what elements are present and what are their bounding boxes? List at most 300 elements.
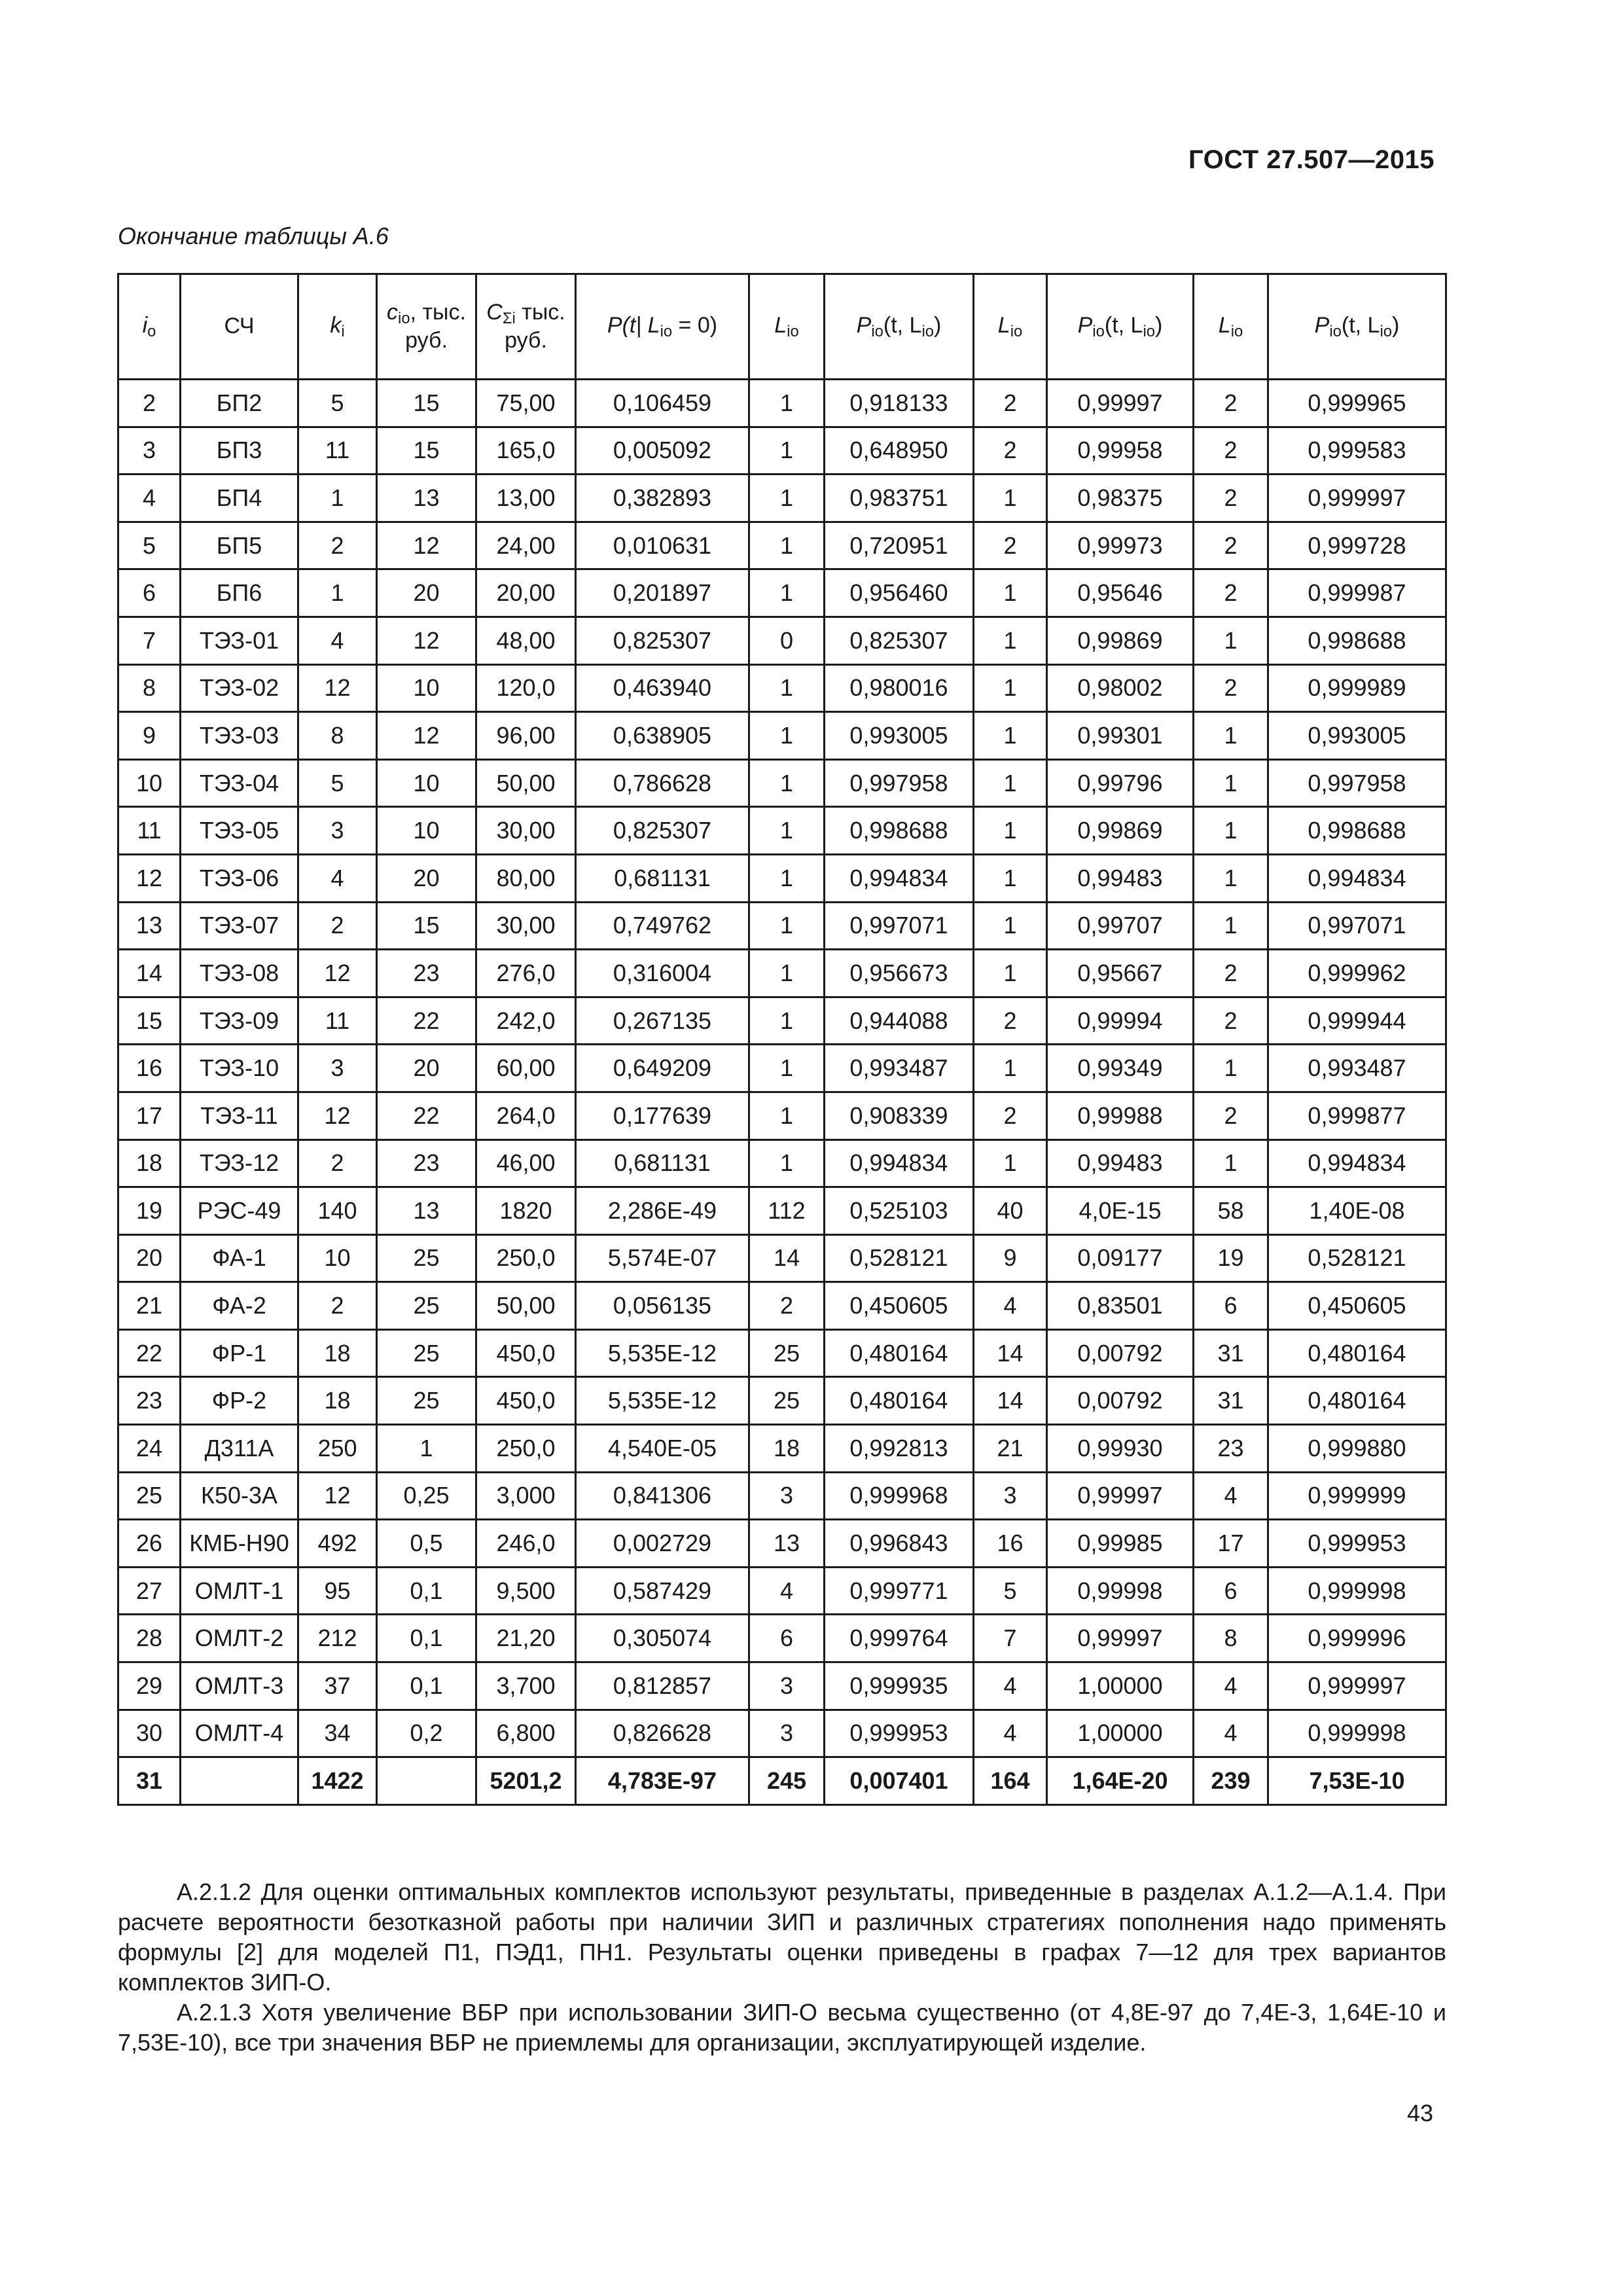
table-cell: 250,0 <box>476 1425 576 1473</box>
table-cell: 15 <box>377 427 476 475</box>
table-cell: 24,00 <box>476 522 576 569</box>
table-cell: 0,99796 <box>1047 759 1194 807</box>
table-cell: 21 <box>118 1282 181 1330</box>
table-cell: 21 <box>974 1425 1047 1473</box>
table-cell: 25 <box>118 1472 181 1520</box>
table-cell: 3 <box>749 1662 825 1710</box>
table-cell: 10 <box>298 1234 377 1282</box>
table-cell: 3 <box>118 427 181 475</box>
table-cell: 0,007401 <box>825 1757 974 1805</box>
column-header-11: $L_{io}$ <box>1194 274 1268 380</box>
table-cell: 12 <box>377 522 476 569</box>
table-cell: 0,956460 <box>825 569 974 617</box>
table-cell: 0,177639 <box>576 1092 749 1139</box>
table-cell: 0,005092 <box>576 427 749 475</box>
table-cell: БП2 <box>181 380 298 427</box>
table-cell: 16 <box>118 1045 181 1092</box>
table-cell: 4 <box>749 1567 825 1615</box>
table-cell: 0,528121 <box>825 1234 974 1282</box>
table-cell: 1 <box>974 475 1047 522</box>
table-cell: 1 <box>1194 759 1268 807</box>
table-cell: 9 <box>118 712 181 760</box>
table-row <box>118 1472 1446 1520</box>
table-cell: 26 <box>118 1520 181 1568</box>
table-cell: 0,010631 <box>576 522 749 569</box>
table-cell: ТЭЗ-05 <box>181 807 298 855</box>
table-cell: 0,994834 <box>1268 1139 1446 1187</box>
table-cell: 0,99973 <box>1047 522 1194 569</box>
table-cell: 0,994834 <box>825 1139 974 1187</box>
table-cell: 4 <box>118 475 181 522</box>
table-cell: 0,997071 <box>1268 902 1446 950</box>
table-cell: 9,500 <box>476 1567 576 1615</box>
table-cell: 2 <box>298 522 377 569</box>
table-row <box>118 569 1446 617</box>
table-cell: 1 <box>1194 617 1268 664</box>
table-cell: 5 <box>298 380 377 427</box>
table-cell: 5 <box>298 759 377 807</box>
table-cell: РЭС-49 <box>181 1187 298 1235</box>
table-cell: 12 <box>298 950 377 997</box>
table-cell: ТЭЗ-10 <box>181 1045 298 1092</box>
table-cell: 19 <box>118 1187 181 1235</box>
table-cell: 0,996843 <box>825 1520 974 1568</box>
table-row <box>118 1329 1446 1377</box>
table-cell: 30,00 <box>476 807 576 855</box>
table-cell: ТЭЗ-06 <box>181 854 298 902</box>
column-header-9: $L_{io}$ <box>974 274 1047 380</box>
table-cell: 0,99997 <box>1047 380 1194 427</box>
table-cell: 0,826628 <box>576 1710 749 1757</box>
table-cell: 450,0 <box>476 1377 576 1425</box>
table-cell: 0,997958 <box>1268 759 1446 807</box>
table-cell: 1 <box>749 902 825 950</box>
table-row <box>118 1710 1446 1757</box>
table-cell: 2 <box>974 997 1047 1045</box>
table-cell: 2 <box>298 902 377 950</box>
table-cell: 0,999771 <box>825 1567 974 1615</box>
table-cell: 8 <box>118 664 181 712</box>
table-cell: 50,00 <box>476 1282 576 1330</box>
table-cell: 3 <box>974 1472 1047 1520</box>
table-cell: 12 <box>377 712 476 760</box>
table-cell: 6 <box>118 569 181 617</box>
table-cell: 2 <box>1194 997 1268 1045</box>
table-cell: 13 <box>118 902 181 950</box>
table-cell: 0,267135 <box>576 997 749 1045</box>
table-cell: 2 <box>1194 380 1268 427</box>
table-row <box>118 664 1446 712</box>
table-cell: 6 <box>749 1615 825 1662</box>
table-cell: 1 <box>749 569 825 617</box>
table-cell: 16 <box>974 1520 1047 1568</box>
table-cell: БП5 <box>181 522 298 569</box>
table-cell: 0,99349 <box>1047 1045 1194 1092</box>
table-cell: 0,316004 <box>576 950 749 997</box>
table-cell: 0,999764 <box>825 1615 974 1662</box>
table-cell: 3,000 <box>476 1472 576 1520</box>
table-cell: 58 <box>1194 1187 1268 1235</box>
table-cell: ТЭЗ-02 <box>181 664 298 712</box>
table-row <box>118 1139 1446 1187</box>
table-row <box>118 617 1446 664</box>
table-row <box>118 1187 1446 1235</box>
table-cell: 1,64E-20 <box>1047 1757 1194 1805</box>
page-number: 43 <box>1406 2100 1433 2126</box>
table-cell: 3 <box>749 1472 825 1520</box>
table-cell: ТЭЗ-01 <box>181 617 298 664</box>
table-cell: 4,540E-05 <box>576 1425 749 1473</box>
table-cell: 0,480164 <box>825 1377 974 1425</box>
table-cell: 0,587429 <box>576 1567 749 1615</box>
table-cell: 0,825307 <box>825 617 974 664</box>
table-cell: 264,0 <box>476 1092 576 1139</box>
table-cell: 1 <box>298 569 377 617</box>
table-cell: 0,648950 <box>825 427 974 475</box>
column-header-7: $L_{io}$ <box>749 274 825 380</box>
table-cell: 0,95646 <box>1047 569 1194 617</box>
table-cell: 1 <box>749 712 825 760</box>
table-cell: 4 <box>1194 1710 1268 1757</box>
table-cell: 2 <box>974 1092 1047 1139</box>
table-cell: 0,944088 <box>825 997 974 1045</box>
table-cell: 0,480164 <box>1268 1329 1446 1377</box>
table-cell: 0,993487 <box>825 1045 974 1092</box>
table-cell: 1 <box>749 380 825 427</box>
table-cell: 0,99483 <box>1047 1139 1194 1187</box>
table-cell: 30,00 <box>476 902 576 950</box>
header-row <box>118 274 1446 380</box>
table-cell: 0,99985 <box>1047 1520 1194 1568</box>
table-cell: 95 <box>298 1567 377 1615</box>
table-cell: 13 <box>377 475 476 522</box>
table-cell: 1422 <box>298 1757 377 1805</box>
table-cell: 1 <box>974 664 1047 712</box>
table-cell: 0,749762 <box>576 902 749 950</box>
table-cell: БП6 <box>181 569 298 617</box>
column-header-6: P(t| $L_{io} = 0$) <box>576 274 749 380</box>
table-cell: ФА-2 <box>181 1282 298 1330</box>
table-cell: 12 <box>298 1092 377 1139</box>
table-cell: 25 <box>377 1234 476 1282</box>
table-cell: 0,382893 <box>576 475 749 522</box>
table-cell: 2,286E-49 <box>576 1187 749 1235</box>
column-header-8: $P_{io}(t$, $L_{io}$) <box>825 274 974 380</box>
table-cell: ФА-1 <box>181 1234 298 1282</box>
table-cell: 0,999583 <box>1268 427 1446 475</box>
table-cell: 3 <box>749 1710 825 1757</box>
table-cell: 1 <box>1194 1045 1268 1092</box>
table-cell: 0,106459 <box>576 380 749 427</box>
table-cell: ТЭЗ-08 <box>181 950 298 997</box>
table-cell: БП3 <box>181 427 298 475</box>
table-cell: 1,40E-08 <box>1268 1187 1446 1235</box>
table-cell: 0,99994 <box>1047 997 1194 1045</box>
table-cell: 0,993005 <box>1268 712 1446 760</box>
table-cell: 0,908339 <box>825 1092 974 1139</box>
table-cell: 0,994834 <box>825 854 974 902</box>
table-cell: 2 <box>1194 522 1268 569</box>
table-cell: 0,681131 <box>576 854 749 902</box>
table-cell: 48,00 <box>476 617 576 664</box>
table-cell: 120,0 <box>476 664 576 712</box>
table-cell: 10 <box>377 759 476 807</box>
table-cell: 12 <box>118 854 181 902</box>
table-cell: 4 <box>298 854 377 902</box>
table-cell: 0,983751 <box>825 475 974 522</box>
table-cell: 23 <box>377 950 476 997</box>
table-row <box>118 1092 1446 1139</box>
table-cell: 1,00000 <box>1047 1710 1194 1757</box>
table-cell: 23 <box>377 1139 476 1187</box>
table-cell: ТЭЗ-09 <box>181 997 298 1045</box>
table-cell: ТЭЗ-07 <box>181 902 298 950</box>
table-row <box>118 522 1446 569</box>
table-cell: 18 <box>298 1377 377 1425</box>
table-cell: 17 <box>118 1092 181 1139</box>
table-cell: 96,00 <box>476 712 576 760</box>
table-cell: 0,998688 <box>1268 807 1446 855</box>
table-cell: 250,0 <box>476 1234 576 1282</box>
table-cell: 0,999987 <box>1268 569 1446 617</box>
table-cell: 1 <box>974 1045 1047 1092</box>
table-cell: 23 <box>1194 1425 1268 1473</box>
table-cell: 11 <box>298 427 377 475</box>
table-cell: 3,700 <box>476 1662 576 1710</box>
table-cell: 1 <box>749 475 825 522</box>
table-cell: 2 <box>1194 950 1268 997</box>
table-cell: 8 <box>1194 1615 1268 1662</box>
table-cell: 28 <box>118 1615 181 1662</box>
table-cell: ТЭЗ-03 <box>181 712 298 760</box>
table-cell: ТЭЗ-04 <box>181 759 298 807</box>
document-standard-header: ГОСТ 27.507—2015 <box>1188 145 1435 174</box>
table-cell: К50-3А <box>181 1472 298 1520</box>
table-cell: 3 <box>298 807 377 855</box>
table-row <box>118 902 1446 950</box>
column-header-3: $k_i$ <box>298 274 377 380</box>
table-cell: 0,00792 <box>1047 1377 1194 1425</box>
table-cell: 0,999962 <box>1268 950 1446 997</box>
table-cell: 0,993487 <box>1268 1045 1446 1092</box>
table-cell: 0,999877 <box>1268 1092 1446 1139</box>
table-cell: 0,841306 <box>576 1472 749 1520</box>
table-row <box>118 1520 1446 1568</box>
table-cell: 164 <box>974 1757 1047 1805</box>
table-cell: 19 <box>1194 1234 1268 1282</box>
table-row <box>118 712 1446 760</box>
table-cell: 1 <box>1194 902 1268 950</box>
table-cell: 0,056135 <box>576 1282 749 1330</box>
table-cell: 4 <box>1194 1472 1268 1520</box>
table-cell: 0,999998 <box>1268 1567 1446 1615</box>
table-row <box>118 854 1446 902</box>
table-cell: 13 <box>749 1520 825 1568</box>
table-cell: 0,463940 <box>576 664 749 712</box>
table-cell: 75,00 <box>476 380 576 427</box>
table-cell: 4 <box>298 617 377 664</box>
table-cell: 0,305074 <box>576 1615 749 1662</box>
table-cell: 22 <box>118 1329 181 1377</box>
table-cell: 0,999997 <box>1268 475 1446 522</box>
table-cell: 1 <box>974 712 1047 760</box>
table-cell: 5 <box>118 522 181 569</box>
table-cell: 14 <box>974 1377 1047 1425</box>
table-cell: 0,918133 <box>825 380 974 427</box>
table-cell: 0,1 <box>377 1615 476 1662</box>
table-cell: 2 <box>974 427 1047 475</box>
table-cell: 15 <box>118 997 181 1045</box>
table-cell: 6 <box>1194 1282 1268 1330</box>
table-cell: 0,201897 <box>576 569 749 617</box>
table-cell: 1 <box>749 854 825 902</box>
table-cell: 1 <box>974 902 1047 950</box>
table-cell: 1820 <box>476 1187 576 1235</box>
table-cell: 31 <box>118 1757 181 1805</box>
table-cell: 0,997958 <box>825 759 974 807</box>
table-body <box>118 380 1446 1805</box>
paragraph-a212: А.2.1.2 Для оценки оптимальных комплектов используют результаты, приведенные в разделах А.1.2—А.1.4. При расчете вероятности безотказной работы при наличии ЗИП и различных стратегиях пополнения надо применять формулы [2] для моделей П1, ПЭД1, ПН1. Результаты оценки приведены в графах 7—12 для трех вариантов комплектов ЗИП-О. <box>118 1878 1446 1996</box>
column-header-1: $i_o$ <box>118 274 181 380</box>
table-cell: 0,999944 <box>1268 997 1446 1045</box>
table-cell: 18 <box>298 1329 377 1377</box>
table-cell: 1 <box>974 854 1047 902</box>
table-cell: 0,786628 <box>576 759 749 807</box>
table-cell: 0,993005 <box>825 712 974 760</box>
table-cell: 2 <box>118 380 181 427</box>
table-row <box>118 380 1446 427</box>
table-cell: ОМЛТ-1 <box>181 1567 298 1615</box>
table-cell: 0,720951 <box>825 522 974 569</box>
table-cell: 10 <box>118 759 181 807</box>
table-cell: 2 <box>749 1282 825 1330</box>
table-cell: 40 <box>974 1187 1047 1235</box>
table-cell: 242,0 <box>476 997 576 1045</box>
table-cell: 15 <box>377 380 476 427</box>
table-cell: 0,480164 <box>1268 1377 1446 1425</box>
data-table <box>117 273 1447 1806</box>
table-cell: 7,53E-10 <box>1268 1757 1446 1805</box>
table-cell: 1 <box>1194 712 1268 760</box>
table-cell: 0,999989 <box>1268 664 1446 712</box>
table-cell: 0,999999 <box>1268 1472 1446 1520</box>
table-cell: 1 <box>749 759 825 807</box>
table-cell: 6 <box>1194 1567 1268 1615</box>
table-cell: 0,638905 <box>576 712 749 760</box>
table-cell: 0,99869 <box>1047 617 1194 664</box>
table-cell: 4,783E-97 <box>576 1757 749 1805</box>
table-cell: 4 <box>974 1710 1047 1757</box>
table-cell: 25 <box>377 1377 476 1425</box>
table-cell: 2 <box>1194 664 1268 712</box>
table-cell: 1 <box>749 1045 825 1092</box>
table-row <box>118 1045 1446 1092</box>
table-row <box>118 997 1446 1045</box>
table-row <box>118 1662 1446 1710</box>
table-cell: БП4 <box>181 475 298 522</box>
table-cell: 1,00000 <box>1047 1662 1194 1710</box>
table-cell: 1 <box>749 1092 825 1139</box>
column-header-4: $c_{io}$, тыс. руб. <box>377 274 476 380</box>
table-cell: 0,09177 <box>1047 1234 1194 1282</box>
table-cell: 8 <box>298 712 377 760</box>
table-cell: 0,525103 <box>825 1187 974 1235</box>
table-cell: 1 <box>298 475 377 522</box>
table-cell: 5201,2 <box>476 1757 576 1805</box>
table-cell: 27 <box>118 1567 181 1615</box>
table-cell: 9 <box>974 1234 1047 1282</box>
table-cell: 46,00 <box>476 1139 576 1187</box>
table-cell: 31 <box>1194 1377 1268 1425</box>
table-row <box>118 1425 1446 1473</box>
table-cell: 1 <box>749 522 825 569</box>
column-header-5: $C_{\Sigma i}$ тыс. руб. <box>476 274 576 380</box>
table-cell: 7 <box>974 1615 1047 1662</box>
table-cell: 0,956673 <box>825 950 974 997</box>
table-cell: 12 <box>298 664 377 712</box>
table-cell: 50,00 <box>476 759 576 807</box>
table-cell: 14 <box>749 1234 825 1282</box>
table-cell: 0,99301 <box>1047 712 1194 760</box>
table-cell: 5 <box>974 1567 1047 1615</box>
table-cell: 0,98375 <box>1047 475 1194 522</box>
table-cell: 15 <box>377 902 476 950</box>
table-cell: 0,997071 <box>825 902 974 950</box>
table-cell: 0,999728 <box>1268 522 1446 569</box>
table-cell: Д311А <box>181 1425 298 1473</box>
table-cell: 0,994834 <box>1268 854 1446 902</box>
table-row <box>118 427 1446 475</box>
table-cell: 12 <box>377 617 476 664</box>
table-cell: 22 <box>377 1092 476 1139</box>
column-header-12: $P_{io}(t$, $L_{io}$) <box>1268 274 1446 380</box>
table-cell: 0,5 <box>377 1520 476 1568</box>
table-cell: 0,450605 <box>825 1282 974 1330</box>
table-cell: 0,99997 <box>1047 1472 1194 1520</box>
table-cell: 6,800 <box>476 1710 576 1757</box>
table-cell: 0,1 <box>377 1662 476 1710</box>
table-cell: 1 <box>377 1425 476 1473</box>
table-cell: 12 <box>298 1472 377 1520</box>
table-cell: 239 <box>1194 1757 1268 1805</box>
table-cell: 1 <box>974 950 1047 997</box>
table-cell: 140 <box>298 1187 377 1235</box>
table-cell: 34 <box>298 1710 377 1757</box>
table-cell: 212 <box>298 1615 377 1662</box>
table-cell: 11 <box>118 807 181 855</box>
table-cell: 2 <box>974 380 1047 427</box>
table-cell: 14 <box>118 950 181 997</box>
table-cell: 246,0 <box>476 1520 576 1568</box>
paragraph-a213: А.2.1.3 Хотя увеличение ВБР при использовании ЗИП-О весьма существенно (от 4,8Е-97 до 7,4Е-3, 1,64Е-10 и 7,53Е-10), все три значения ВБР не приемлемы для организации, эксплуатирующей изделие. <box>118 1999 1446 2056</box>
table-cell: 11 <box>298 997 377 1045</box>
table-cell: 24 <box>118 1425 181 1473</box>
table-cell: 0,992813 <box>825 1425 974 1473</box>
table-cell: 0,999998 <box>1268 1710 1446 1757</box>
table-cell: 0,681131 <box>576 1139 749 1187</box>
table-cell: 2 <box>974 522 1047 569</box>
table-cell: 0,649209 <box>576 1045 749 1092</box>
table-cell: 80,00 <box>476 854 576 902</box>
table-cell <box>377 1757 476 1805</box>
table-cell: 0,25 <box>377 1472 476 1520</box>
table-cell: 0,825307 <box>576 807 749 855</box>
table-cell: 0,999880 <box>1268 1425 1446 1473</box>
column-header-2: СЧ <box>181 274 298 380</box>
table-cell: 0,450605 <box>1268 1282 1446 1330</box>
table-cell: 1 <box>974 617 1047 664</box>
table-cell: 0,980016 <box>825 664 974 712</box>
